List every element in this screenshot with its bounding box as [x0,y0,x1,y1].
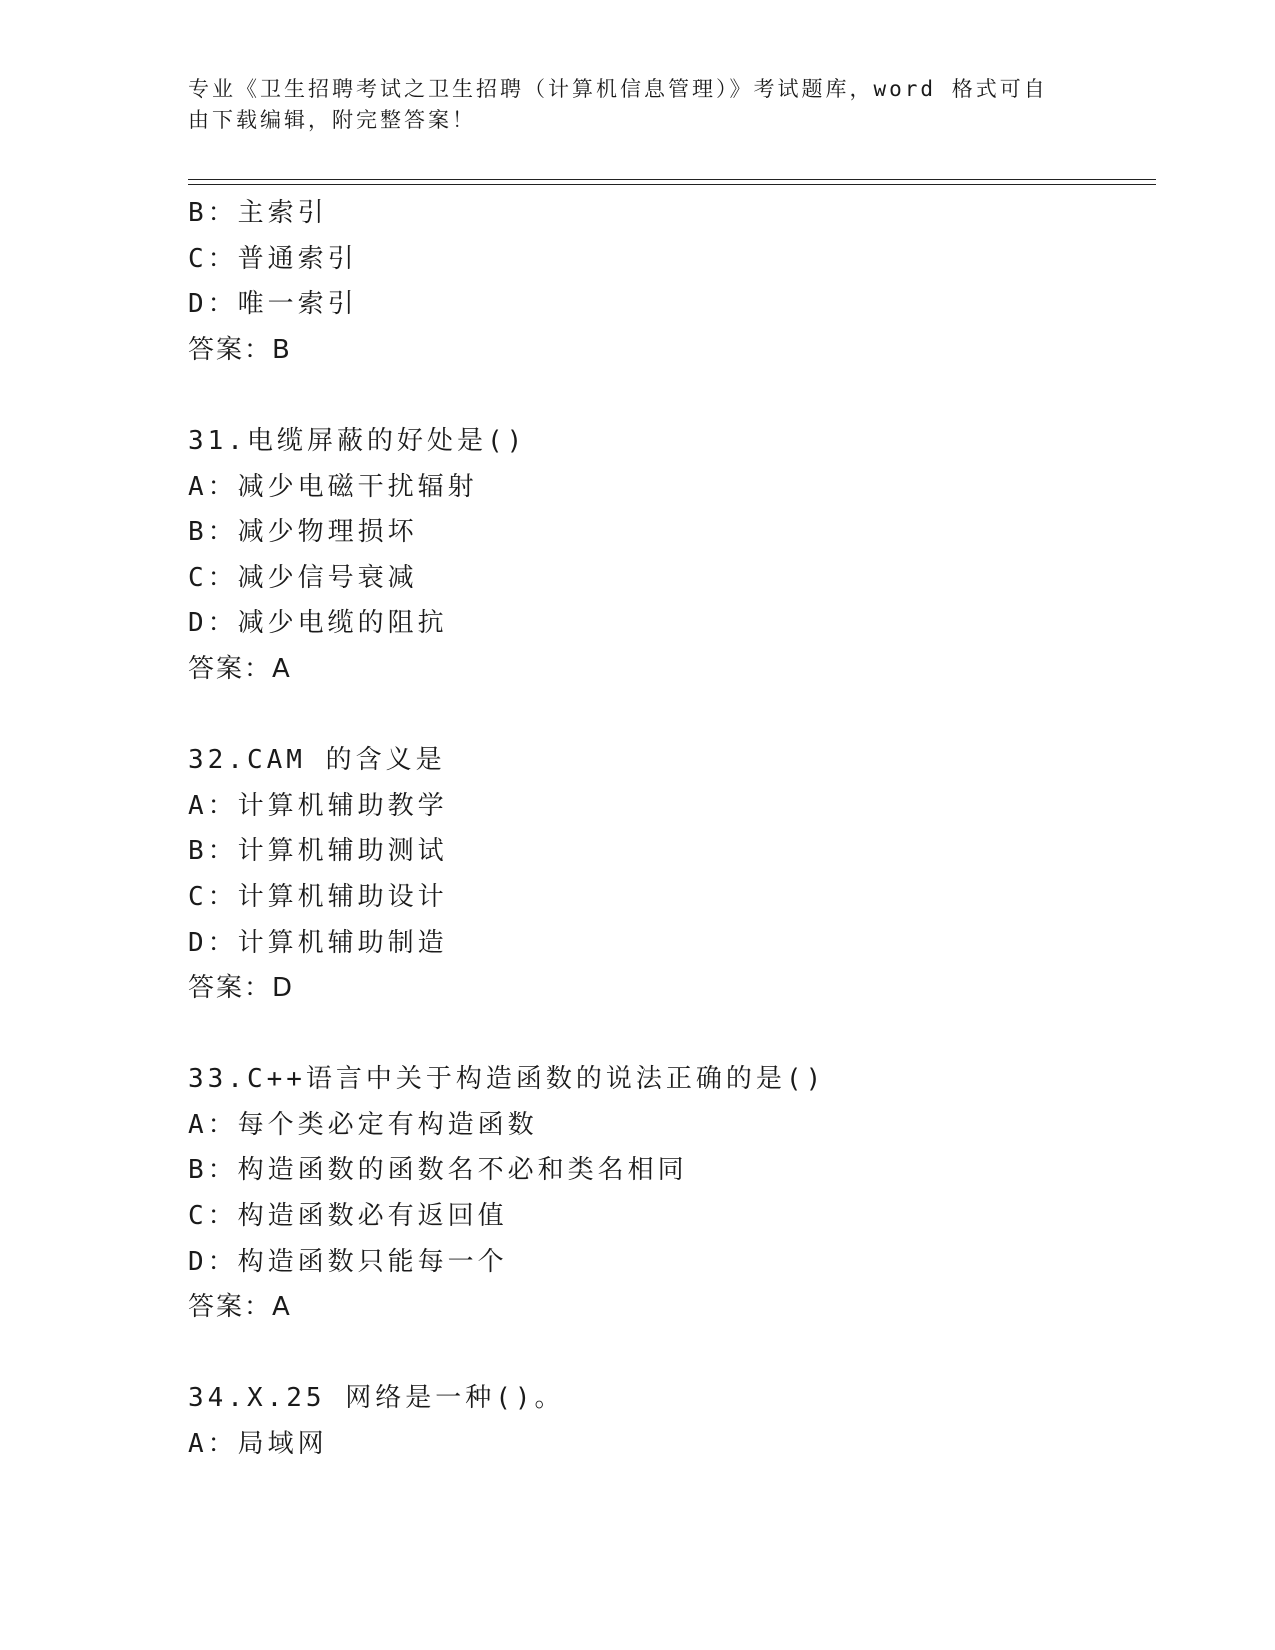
question-stem: 31.电缆屏蔽的好处是() [188,425,527,456]
spacer [188,1331,1148,1377]
option-d: D：构造函数只能每一个 [188,1246,508,1277]
spacer [188,1012,1148,1058]
question-32 [188,738,1148,1012]
option-b: B：计算机辅助测试 [188,836,448,867]
document-header [188,74,1068,136]
answer-line: 答案：D [188,973,295,1004]
header-rule-top [188,179,1156,180]
option-b: B：构造函数的函数名不必和类名相同 [188,1155,688,1186]
option-b: B：减少物理损坏 [188,517,418,548]
answer-line: 答案：B [188,334,292,365]
option-d: D：唯一索引 [188,289,358,320]
question-30-continued [188,191,1148,373]
question-31 [188,419,1148,693]
answer-line: 答案：A [188,1292,292,1323]
option-a: A：减少电磁干扰辐射 [188,471,478,502]
question-34 [188,1376,1148,1467]
question-stem: 33.C++语言中关于构造函数的说法正确的是() [188,1064,826,1095]
option-c: C：计算机辅助设计 [188,881,448,912]
option-c: C：构造函数必有返回值 [188,1201,508,1232]
question-list [188,191,1148,1468]
header-line-1: 专业《卫生招聘考试之卫生招聘（计算机信息管理）》考试题库，word 格式可自 [188,77,1048,101]
option-c: C：减少信号衰减 [188,562,418,593]
option-b: B：主索引 [188,198,328,228]
answer-line: 答案：A [188,653,292,684]
option-d: D：减少电缆的阻抗 [188,608,448,639]
header-rule-bottom [188,184,1156,185]
question-33 [188,1057,1148,1331]
option-a: A：计算机辅助教学 [188,790,448,821]
option-d: D：计算机辅助制造 [188,927,448,958]
option-a: A：局域网 [188,1429,328,1460]
question-stem: 34.X.25 网络是一种()。 [188,1383,565,1414]
header-line-2: 由下载编辑，附完整答案！ [188,108,476,132]
question-stem: 32.CAM 的含义是 [188,745,446,776]
option-c: C：普通索引 [188,243,358,274]
option-a: A：每个类必定有构造函数 [188,1109,538,1140]
spacer [188,373,1148,419]
spacer [188,693,1148,739]
